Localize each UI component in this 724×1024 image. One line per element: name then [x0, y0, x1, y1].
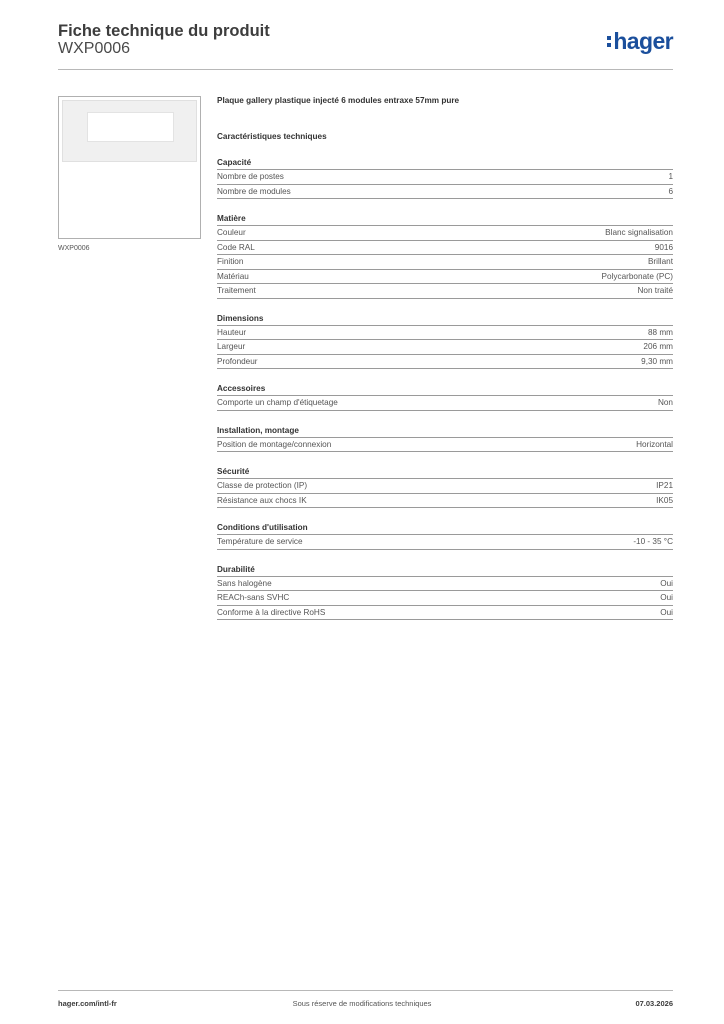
- spec-row: [217, 270, 673, 285]
- page-title: Fiche technique du produit: [58, 22, 270, 40]
- spec-label: Conforme à la directive RoHS: [217, 607, 326, 617]
- section-title: Matière: [217, 213, 673, 226]
- spec-label: Largeur: [217, 342, 246, 351]
- spec-row: [217, 591, 673, 606]
- spec-label: Comporte un champ d'étiquetage: [217, 398, 338, 407]
- logo-colon-icon: [607, 36, 611, 47]
- hager-logo: [607, 28, 673, 54]
- plate-opening: [87, 112, 174, 142]
- spec-label: Température de service: [217, 537, 303, 546]
- logo-text: hager: [613, 27, 673, 54]
- spec-section: [217, 383, 673, 411]
- section-title: Accessoires: [217, 383, 673, 396]
- spec-value: 9,30 mm: [641, 356, 673, 366]
- spec-value: IP21: [656, 481, 673, 490]
- spec-value: 6: [668, 186, 673, 196]
- spec-row: [217, 479, 673, 494]
- spec-section: [217, 213, 673, 299]
- header-divider: [58, 69, 673, 70]
- section-title: Conditions d'utilisation: [217, 522, 673, 535]
- spec-row: [217, 255, 673, 270]
- spec-row: [217, 535, 673, 550]
- spec-row: [217, 438, 673, 453]
- spec-label: Couleur: [217, 228, 246, 237]
- wall-plate-image: [62, 100, 197, 162]
- spec-row: [217, 226, 673, 241]
- product-reference: WXP0006: [58, 40, 131, 57]
- spec-label: Résistance aux chocs IK: [217, 495, 307, 505]
- page-header: [58, 20, 673, 70]
- footer-website: hager.com/intl-fr: [58, 999, 117, 1008]
- spec-label: Profondeur: [217, 356, 258, 366]
- spec-value: IK05: [656, 495, 673, 505]
- footer-divider: [58, 990, 673, 991]
- spec-label: REACh-sans SVHC: [217, 593, 290, 602]
- spec-section: [217, 425, 673, 453]
- spec-row: [217, 577, 673, 592]
- tech-characteristics-heading: Caractéristiques techniques: [217, 132, 327, 141]
- spec-value: 9016: [654, 242, 673, 252]
- spec-row: [217, 170, 673, 185]
- spec-row: [217, 185, 673, 200]
- spec-row: [217, 396, 673, 411]
- spec-label: Classe de protection (IP): [217, 481, 308, 490]
- spec-row: [217, 606, 673, 621]
- spec-value: 88 mm: [647, 327, 673, 337]
- spec-label: Position de montage/connexion: [217, 439, 332, 449]
- section-title: Durabilité: [217, 564, 673, 577]
- footer-date: 07.03.2026: [635, 999, 673, 1008]
- spec-value: Polycarbonate (PC): [601, 271, 673, 281]
- spec-label: Hauteur: [217, 327, 247, 337]
- spec-value: Brillant: [647, 257, 673, 266]
- section-title: Dimensions: [217, 313, 673, 326]
- product-description: Plaque gallery plastique injecté 6 modules entraxe 57mm pure: [217, 96, 460, 105]
- section-title: Installation, montage: [217, 425, 673, 438]
- section-title: Sécurité: [217, 466, 673, 479]
- spec-value: Oui: [660, 607, 673, 617]
- spec-label: Nombre de modules: [217, 186, 291, 196]
- spec-value: Non: [657, 398, 673, 407]
- spec-value: Horizontal: [636, 439, 673, 449]
- spec-value: 206 mm: [643, 342, 673, 351]
- spec-value: Blanc signalisation: [605, 228, 673, 237]
- spec-value: -10 - 35 °C: [633, 537, 673, 546]
- footer-notice: Sous réserve de modifications techniques: [292, 999, 432, 1008]
- spec-label: Finition: [217, 257, 244, 266]
- spec-row: [217, 241, 673, 256]
- spec-label: Nombre de postes: [217, 172, 284, 181]
- spec-section: [217, 157, 673, 199]
- spec-section: [217, 564, 673, 621]
- spec-content: [217, 95, 673, 620]
- spec-row: [217, 326, 673, 341]
- spec-section: [217, 466, 673, 508]
- spec-section: [217, 313, 673, 370]
- product-image-caption: WXP0006: [58, 245, 90, 252]
- spec-label: Code RAL: [217, 242, 255, 252]
- spec-label: Matériau: [217, 271, 249, 281]
- spec-label: Traitement: [217, 286, 256, 295]
- spec-sections: [217, 157, 673, 620]
- spec-value: 1: [668, 172, 673, 181]
- spec-value: Oui: [660, 578, 673, 588]
- spec-row: [217, 355, 673, 370]
- spec-section: [217, 522, 673, 550]
- spec-value: Non traité: [637, 286, 673, 295]
- spec-label: Sans halogène: [217, 578, 272, 588]
- section-title: Capacité: [217, 157, 673, 170]
- spec-row: [217, 340, 673, 355]
- spec-row: [217, 284, 673, 299]
- product-image: [58, 96, 201, 239]
- spec-row: [217, 494, 673, 509]
- spec-value: Oui: [660, 593, 673, 602]
